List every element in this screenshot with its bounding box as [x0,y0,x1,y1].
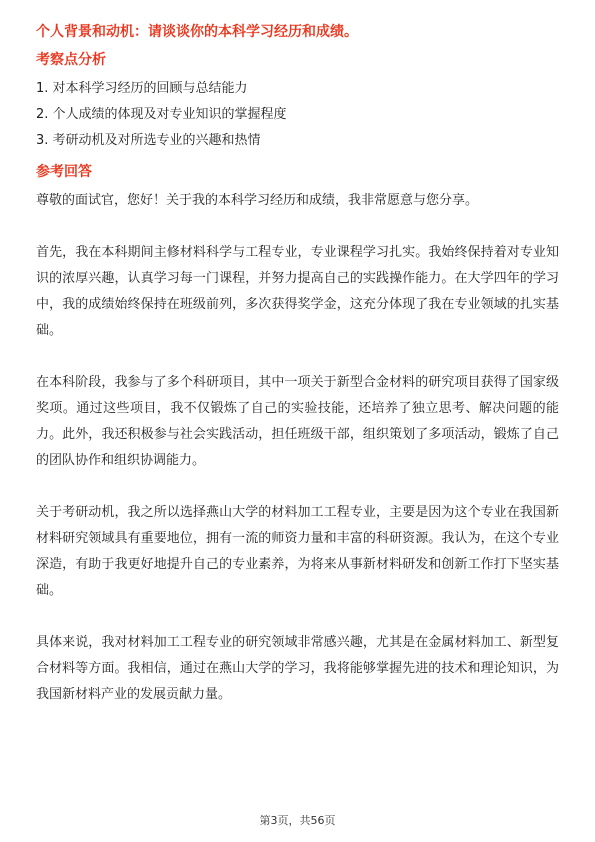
answer-paragraph: 尊敬的面试官，您好！关于我的本科学习经历和成绩，我非常愿意与您分享。 [36,193,479,208]
analysis-point: 1. 对本科学习经历的回顾与总结能力 [36,81,248,96]
answer-heading: 参考回答 [36,164,92,180]
analysis-point-list [36,76,559,154]
question-title: 个人背景和动机：请谈谈你的本科学习经历和成绩。 [36,24,358,40]
analysis-point: 2. 个人成绩的体现及对专业知识的掌握程度 [36,107,287,122]
analysis-point: 3. 考研动机及对所选专业的兴趣和热情 [36,133,261,148]
answer-paragraph: 关于考研动机，我之所以选择燕山大学的材料加工工程专业，主要是因为这个专业在我国新材料研究领域具有重要地位，拥有一流的师资力量和丰富的科研资源。我认为，在这个专业深造，有助于我更好地提升自己的专业素养，为将来从事新材料研发和创新工作打下坚实基础。 [36,505,559,598]
page-number: 第3页，共56页 [259,814,336,827]
answer-paragraph: 在本科阶段，我参与了多个科研项目，其中一项关于新型合金材料的研究项目获得了国家级奖项。通过这些项目，我不仅锻炼了自己的实验技能，还培养了独立思考、解决问题的能力。此外，我还积极参与社会实践活动，担任班级干部，组织策划了多项活动，锻炼了自己的团队协作和组织协调能力。 [36,375,559,468]
analysis-heading: 考察点分析 [36,52,106,68]
answer-paragraph: 具体来说，我对材料加工工程专业的研究领域非常感兴趣，尤其是在金属材料加工、新型复合材料等方面。我相信，通过在燕山大学的学习，我将能够掌握先进的技术和理论知识，为我国新材料产业的发展贡献力量。 [36,635,559,702]
answer-paragraph: 首先，我在本科期间主修材料科学与工程专业，专业课程学习扎实。我始终保持着对专业知识的浓厚兴趣，认真学习每一门课程，并努力提高自己的实践操作能力。在大学四年的学习中，我的成绩始终保持在班级前列，多次获得奖学金，这充分体现了我在专业领域的扎实基础。 [36,245,559,338]
